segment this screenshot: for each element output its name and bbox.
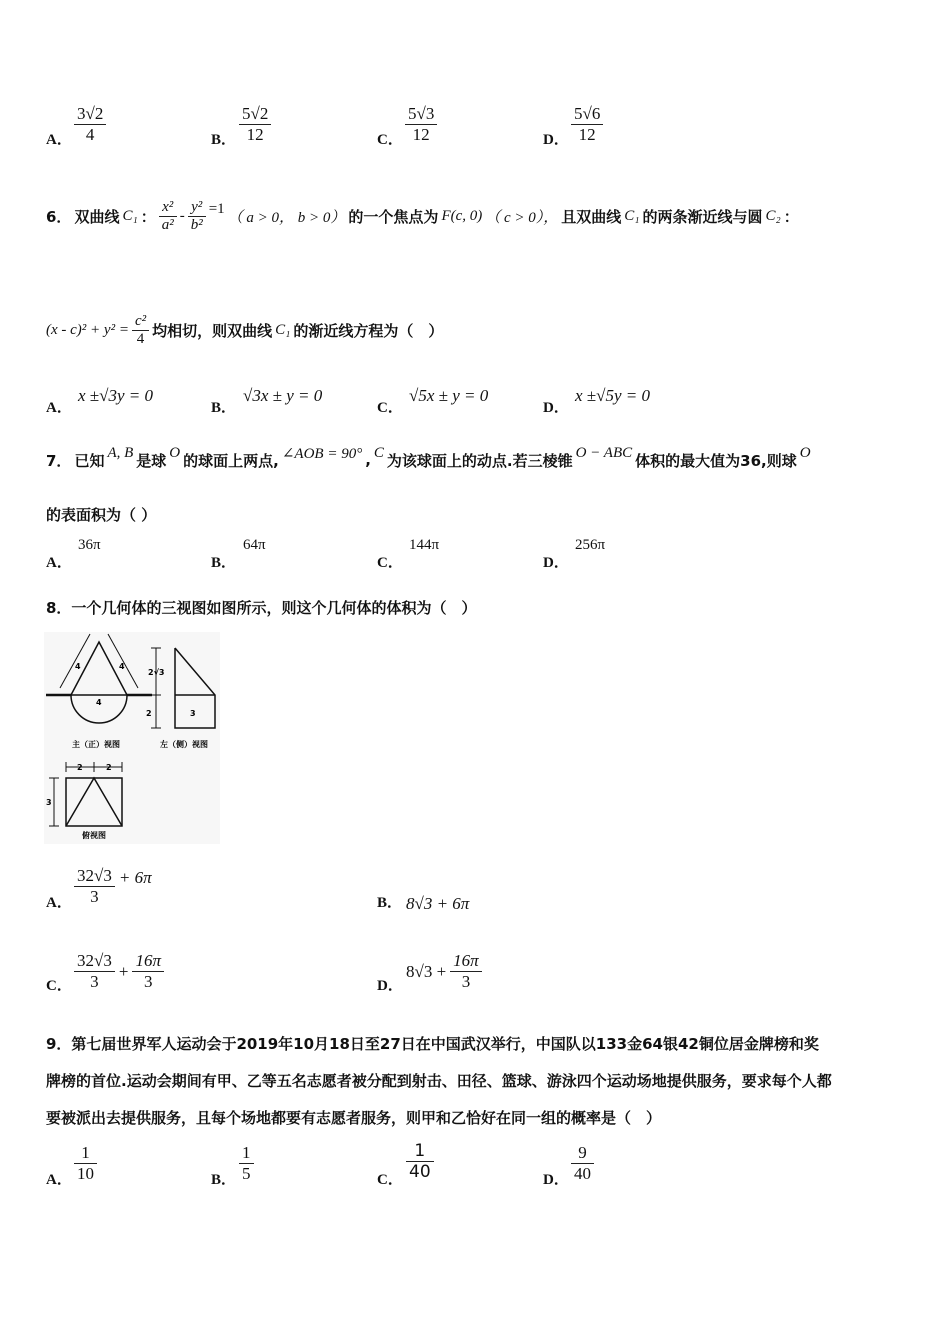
figure-background: [44, 632, 220, 844]
front-dim-4-left: 4: [75, 662, 81, 671]
q6-colon-2: ：: [783, 207, 799, 226]
q6-frac-x: [159, 199, 177, 234]
q7-o2: O: [799, 444, 811, 461]
q6-frac-y: [188, 199, 206, 234]
q9-stem-line3: 要被派出去提供服务，且每个场地都要有志愿者服务，则甲和乙恰好在同一组的概率是（ ）: [46, 1109, 662, 1127]
q5-option-d-fraction: [571, 104, 603, 145]
q6-text-6: 的渐近线方程为（ ）: [293, 321, 444, 340]
q8-a-tail: + 6π: [118, 867, 152, 887]
q9-option-c-label: C．: [377, 1172, 403, 1188]
q6-option-a-expr: x ±√3y = 0: [78, 386, 153, 405]
q5-a-numerator: 3√2: [74, 104, 106, 125]
q6-focus: F(c, 0): [441, 207, 483, 224]
side-dim-2: 2: [146, 709, 152, 718]
q9-a-num: 1: [74, 1143, 97, 1164]
q8-a-frac: [74, 866, 115, 907]
q9-c-den: 40: [409, 1162, 431, 1182]
q7-option-c-expr: 144π: [409, 537, 440, 553]
q7-text-1: 已知: [74, 451, 105, 470]
q6-option-d-expr: x ±√5y = 0: [575, 386, 650, 405]
q9-b-den: 5: [242, 1164, 251, 1183]
q9-option-b-label: B．: [211, 1172, 237, 1188]
q6-x2: x²: [159, 199, 177, 217]
q5-c-denominator: 12: [412, 125, 430, 144]
q7-option-b-label: B．: [211, 555, 237, 571]
q6-circle-left: (x - c)² + y² =: [46, 321, 129, 338]
q9-a-den: 10: [77, 1164, 94, 1183]
q6-minus: -: [179, 207, 185, 224]
q7-option-d-label: D．: [543, 555, 569, 571]
q8-option-b-expr: 8√3 + 6π: [406, 894, 470, 913]
q8-d-lead: 8√3 +: [406, 961, 447, 981]
q7-text-4: 为该球面上的动点.若三棱锥: [386, 451, 573, 470]
q8-option-c-expr: [74, 951, 164, 992]
q5-option-b-label: B．: [211, 132, 237, 148]
q6-text-3: 且双曲线: [561, 207, 622, 226]
q6-b2: b²: [190, 216, 203, 233]
top-dim-2-right: 2: [106, 763, 112, 772]
q7-text-5: 体积的最大值为36,则球: [635, 451, 797, 470]
top-dim-3: 3: [46, 798, 52, 807]
q5-option-a-label: A．: [46, 132, 72, 148]
q9-option-d-fraction: [571, 1143, 594, 1184]
q5-option-a-fraction: [74, 104, 106, 145]
q6-stem-line1: [46, 186, 799, 246]
q8-c-frac2: [132, 951, 164, 992]
q8-d-num: 16π: [450, 951, 482, 972]
q6-option-b-label: B．: [211, 400, 237, 416]
q7-pyramid: O − ABC: [575, 444, 633, 461]
front-view-caption: 主（正）视图: [72, 740, 120, 749]
q7-o: O: [169, 444, 181, 461]
q7-option-a-label: A．: [46, 555, 72, 571]
q8-c-plus: +: [118, 961, 129, 981]
q9-stem-line1: 9．第七届世界军人运动会于2019年10月18日至27日在中国武汉举行，中国队以133金64银42铜位居金牌榜和奖: [46, 1035, 819, 1053]
q6-c1: C₁: [122, 207, 138, 224]
q5-option-c-label: C．: [377, 132, 403, 148]
q5-option-b-fraction: [239, 104, 271, 145]
q5-a-denominator: 4: [85, 125, 95, 144]
q8-option-d-label: D．: [377, 978, 403, 994]
q8-option-c-label: C．: [46, 978, 72, 994]
q8-stem: 8．一个几何体的三视图如图所示，则这个几何体的体积为（ ）: [46, 599, 477, 617]
q5-b-denominator: 12: [246, 125, 264, 144]
q9-d-den: 40: [574, 1164, 591, 1183]
three-view-figure: [44, 632, 220, 844]
q6-text-4: 的两条渐近线与圆: [642, 207, 763, 226]
q8-c-frac1: [74, 951, 115, 992]
q9-option-c-fraction: [406, 1141, 434, 1182]
q9-b-num: 1: [239, 1143, 254, 1164]
q6-y2: y²: [188, 199, 206, 217]
q7-text-2: 是球: [136, 451, 167, 470]
q9-stem-line2: 牌榜的首位.运动会期间有甲、乙等五名志愿者被分配到射击、田径、篮球、游泳四个运动场地提供服务，要求每个人都: [46, 1072, 832, 1090]
q9-option-a-fraction: [74, 1143, 97, 1184]
q9-option-d-label: D．: [543, 1172, 569, 1188]
q9-d-num: 9: [571, 1143, 594, 1164]
q8-option-b-label: B．: [377, 895, 403, 911]
q9-option-a-label: A．: [46, 1172, 72, 1188]
q5-c-numerator: 5√3: [405, 104, 437, 125]
q5-d-denominator: 12: [578, 125, 596, 144]
q6-c1-second: C₁: [624, 207, 640, 224]
q6-c1-third: C₁: [275, 321, 291, 338]
q6-condition: （ a > 0， b > 0）: [227, 209, 346, 226]
q7-option-c-label: C．: [377, 555, 403, 571]
top-dim-2-left: 2: [77, 763, 83, 772]
q6-circle-den: 4: [136, 330, 145, 347]
q6-option-a-label: A．: [46, 400, 72, 416]
q8-c-den2: 3: [143, 972, 153, 991]
q8-d-frac: [450, 951, 482, 992]
q5-option-d-label: D．: [543, 132, 569, 148]
q6-text-2: 的一个焦点为: [348, 207, 439, 226]
q5-d-numerator: 5√6: [571, 104, 603, 125]
q6-c2: C₂: [765, 207, 781, 224]
q8-option-d-expr: [406, 951, 482, 992]
q7-c: C: [373, 444, 384, 461]
q8-option-a-expr: [74, 866, 152, 907]
side-view-caption: 左（侧）视图: [160, 740, 208, 749]
q7-text-3: 的球面上两点,: [183, 451, 279, 470]
q6-number: 6．: [46, 207, 72, 226]
q6-stem-line2: [46, 300, 443, 360]
front-dim-4-right: 4: [119, 662, 125, 671]
q6-option-b-expr: √3x ± y = 0: [243, 386, 323, 405]
q7-text-6: 的表面积为（ ）: [46, 506, 157, 524]
q7-stem-line1: [46, 440, 811, 480]
q7-comma: ,: [365, 451, 371, 469]
q5-option-c-fraction: [405, 104, 437, 145]
q6-option-c-label: C．: [377, 400, 403, 416]
q8-a-num: 32√3: [74, 866, 115, 887]
side-dim-3: 3: [190, 709, 196, 718]
q5-b-numerator: 5√2: [239, 104, 271, 125]
top-view-caption: 俯视图: [82, 831, 106, 840]
side-dim-2sqrt3: 2√3: [148, 668, 165, 677]
q7-option-d-expr: 256π: [575, 537, 606, 553]
q6-text-1: 双曲线: [74, 207, 120, 226]
q8-c-num1: 32√3: [74, 951, 115, 972]
q8-d-den: 3: [461, 972, 471, 991]
q6-text-5: 均相切，则双曲线: [152, 321, 273, 340]
q9-c-num: 1: [406, 1141, 434, 1162]
q8-c-den1: 3: [90, 972, 99, 991]
q7-number: 7．: [46, 451, 72, 470]
q7-ab: A, B: [107, 444, 134, 461]
q6-circle-num: c²: [132, 313, 149, 331]
q8-option-a-label: A．: [46, 895, 72, 911]
q6-colon: ：: [140, 207, 156, 226]
q8-c-num2: 16π: [132, 951, 164, 972]
q6-option-c-expr: √5x ± y = 0: [409, 386, 489, 405]
q6-equals-one: =1: [208, 200, 225, 217]
q8-a-den: 3: [90, 887, 99, 906]
q7-angle: ∠AOB = 90°: [281, 445, 363, 462]
q9-option-b-fraction: [239, 1143, 254, 1184]
q6-option-d-label: D．: [543, 400, 569, 416]
q6-condition-2: （ c > 0），: [485, 209, 559, 226]
front-dim-4-base: 4: [96, 698, 102, 707]
q6-circle-frac: [132, 313, 149, 348]
q7-option-a-expr: 36π: [78, 537, 101, 553]
q7-option-b-expr: 64π: [243, 537, 266, 553]
q6-a2: a²: [161, 216, 174, 233]
